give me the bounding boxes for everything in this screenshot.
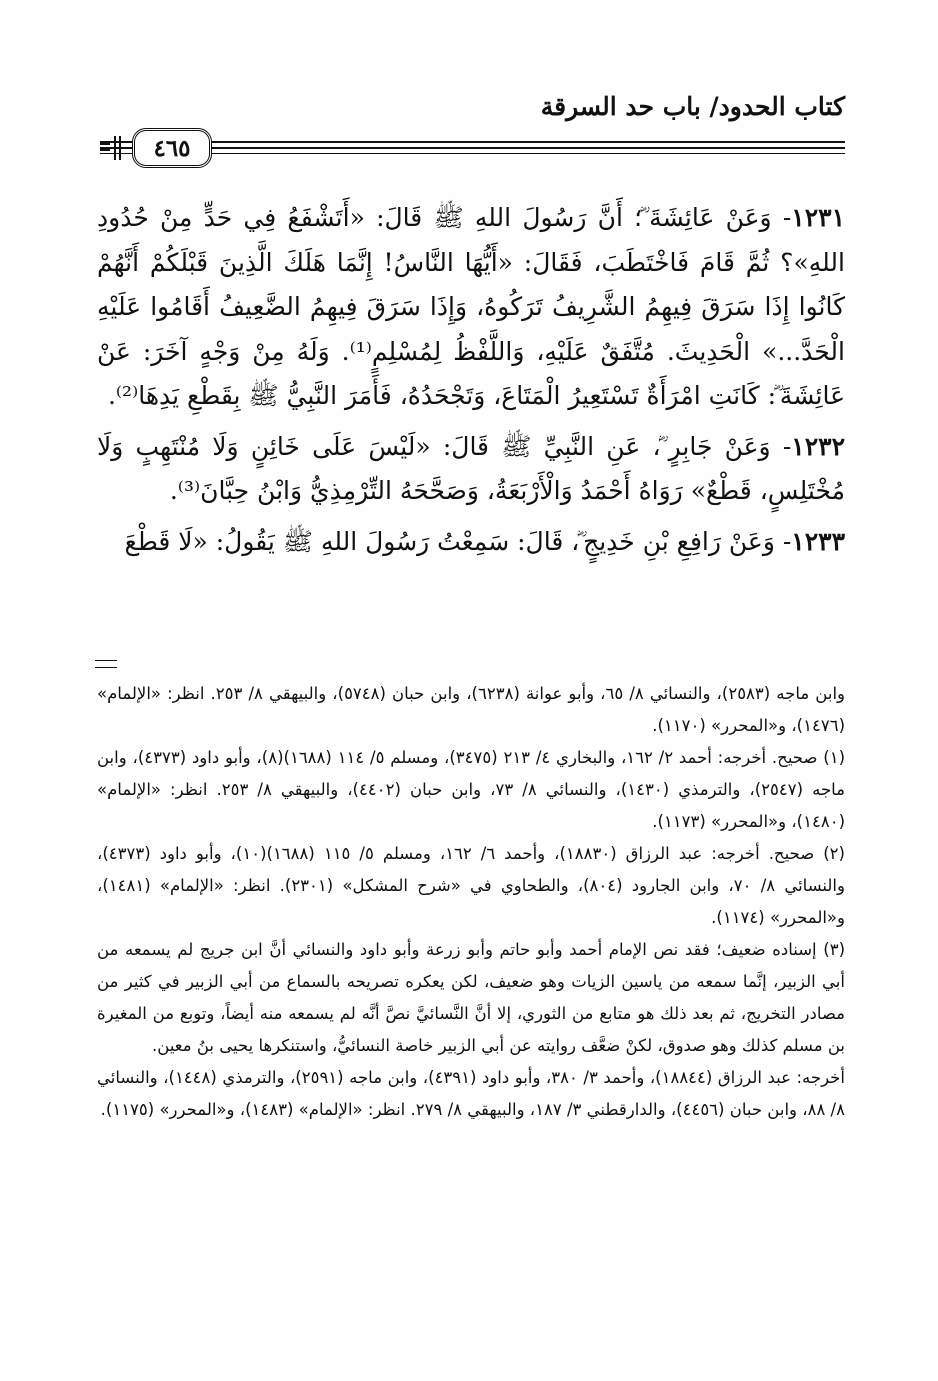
hadith-number: ١٢٣٣ [791, 526, 845, 556]
ornament-bar [114, 136, 116, 160]
ornament-bar [119, 136, 121, 160]
page-number: ٤٦٥ [132, 128, 212, 168]
ornament-dash [100, 149, 110, 151]
footnote [97, 838, 845, 934]
rule-end-ornament [100, 136, 124, 160]
footnote-ref: (٣) [823, 940, 846, 959]
footnote-text: صحيح. أخرجه: أحمد ٢/ ١٦٢، والبخاري ٤/ ٢١٣ (٣٤٧٥)، ومسلم ٥/ ١١٤ (١٦٨٨)(٨)، وأبو داود (٤٣٧٣)، وابن ماجه (٢٥٤٧)، والترمذي (١٤٣٠)، والنسائي ٨/ ٧٣، وابن حبان (٤٤٠٢)، والبيهقي ٨/ ٢٥٣. انظر: «الإلمام» (١٤٨٠)، و«المحرر» (١١٧٣). [97, 748, 846, 831]
footnote [97, 742, 845, 838]
footnote-continuation: وابن ماجه (٢٥٨٣)، والنسائي ٨/ ٦٥، وأبو عوانة (٦٢٣٨)، وابن حبان (٥٧٤٨)، والبيهقي ٨/ ٢٥٣. انظر: «الإلمام» (١٤٧٦)، و«المحرر» (١١٧٠). [97, 684, 845, 735]
running-header-title: كتاب الحدود/ باب حد السرقة [540, 92, 845, 121]
footnote-text: صحيح. أخرجه: عبد الرزاق (١٨٨٣٠)، وأحمد ٦/ ١٦٢، ومسلم ٥/ ١١٥ (١٦٨٨)(١٠)، وأبو داود (٤٣٧٣)، والنسائي ٨/ ٧٠، وابن الجارود (٨٠٤)، والطحاوي في «شرح المشكل» (٢٣٠١). انظر: «الإلمام» (١٤٨١)، و«المحرر» (١١٧٤). [97, 844, 845, 927]
hadith-paragraph [97, 520, 845, 565]
main-text [97, 196, 845, 564]
hadith-number: ١٢٣١ [791, 203, 845, 232]
footnote-text: إسناده ضعيف؛ فقد نص الإمام أحمد وأبو حاتم وأبو زرعة وأبو داود والنسائي أنَّ ابن جريج لم يسمعه من أبي الزبير، إنَّما سمعه من ياسين الزيات وهو ضعيف، لكن يعكره تصريحه بالسماع من أبي الزبير في كثير من مصادر التخريج، ثم بعد ذلك هو متابع من الثوري، إلا أنَّ النَّسائيَّ نصَّ أنَّه لم يسمعه منه أيضاً، وتوبع من المغيرة بن مسلم كذلك وهو صدوق، لكنْ ضعَّف روايته عن أبي الزبير خاصة النسائيُّ، واستنكرها يحيى بنُ معين. [97, 940, 845, 1055]
ornament-dash [100, 143, 110, 145]
hadith-paragraph [97, 196, 845, 419]
footnotes [97, 678, 845, 1126]
hadith-text: - وَعَنْ عَائِشَةَ ؓ؛ أَنَّ رَسُولَ اللهِ ﷺ قَالَ: «أَتَشْفَعُ فِي حَدٍّ مِنْ حُدُودِ اللهِ»؟ ثُمَّ قَامَ فَاخْتَطَبَ، فَقَالَ: «أَيُّهَا النَّاسُ! إِنَّمَا هَلَكَ الَّذِينَ قَبْلَكُمْ أَنَّهُمْ كَانُوا إِذَا سَرَقَ فِيهِمُ الشَّرِيفُ تَرَكُوهُ، وَإِذَا سَرَقَ فِيهِمُ الضَّعِيفُ أَقَامُوا عَلَيْهِ الْحَدَّ...» الْحَدِيثَ. مُتَّفَقٌ عَلَيْهِ، وَاللَّفْظُ لِمُسْلِمٍ⁽¹⁾. وَلَهُ مِنْ وَجْهٍ آخَرَ: عَنْ عَائِشَةَ ؓ: كَانَتِ امْرَأَةٌ تَسْتَعِيرُ الْمَتَاعَ، وَتَجْحَدُهُ، فَأَمَرَ النَّبِيُّ ﷺ بِقَطْعِ يَدِهَا⁽²⁾. [97, 203, 845, 410]
hadith-text: - وَعَنْ جَابِرٍ ؓ، عَنِ النَّبِيِّ ﷺ قَالَ: «لَيْسَ عَلَى خَائِنٍ وَلَا مُنْتَهِبٍ وَلَا مُخْتَلِسٍ، قَطْعٌ» رَوَاهُ أَحْمَدُ وَالْأَرْبَعَةُ، وَصَحَّحَهُ التِّرْمِذِيُّ وَابْنُ حِبَّانَ⁽³⁾. [97, 431, 845, 505]
footnote-ref: (٢) [823, 844, 845, 863]
footnote-extra: أخرجه: عبد الرزاق (١٨٨٤٤)، وأحمد ٣/ ٣٨٠، وأبو داود (٤٣٩١)، وابن ماجه (٢٥٩١)، والترمذي (١٤٤٨)، والنسائي ٨/ ٨٨، وابن حبان (٤٤٥٦)، والدارقطني ٣/ ١٨٧، والبيهقي ٨/ ٢٧٩. انظر: «الإلمام» (١٤٨٣)، و«المحرر» (١١٧٥). [97, 1068, 845, 1119]
hadith-number: ١٢٣٢ [791, 431, 845, 461]
hadith-text: - وَعَنْ رَافِعِ بْنِ خَدِيجٍ ؓ، قَالَ: سَمِعْتُ رَسُولَ اللهِ ﷺ يَقُولُ: «لَا قَطْعَ [124, 526, 792, 556]
hadith-paragraph [97, 425, 845, 514]
footnote-ref: (١) [823, 748, 846, 767]
header-rule [100, 128, 845, 168]
footnote [97, 934, 845, 1062]
footnote-separator [95, 660, 117, 668]
